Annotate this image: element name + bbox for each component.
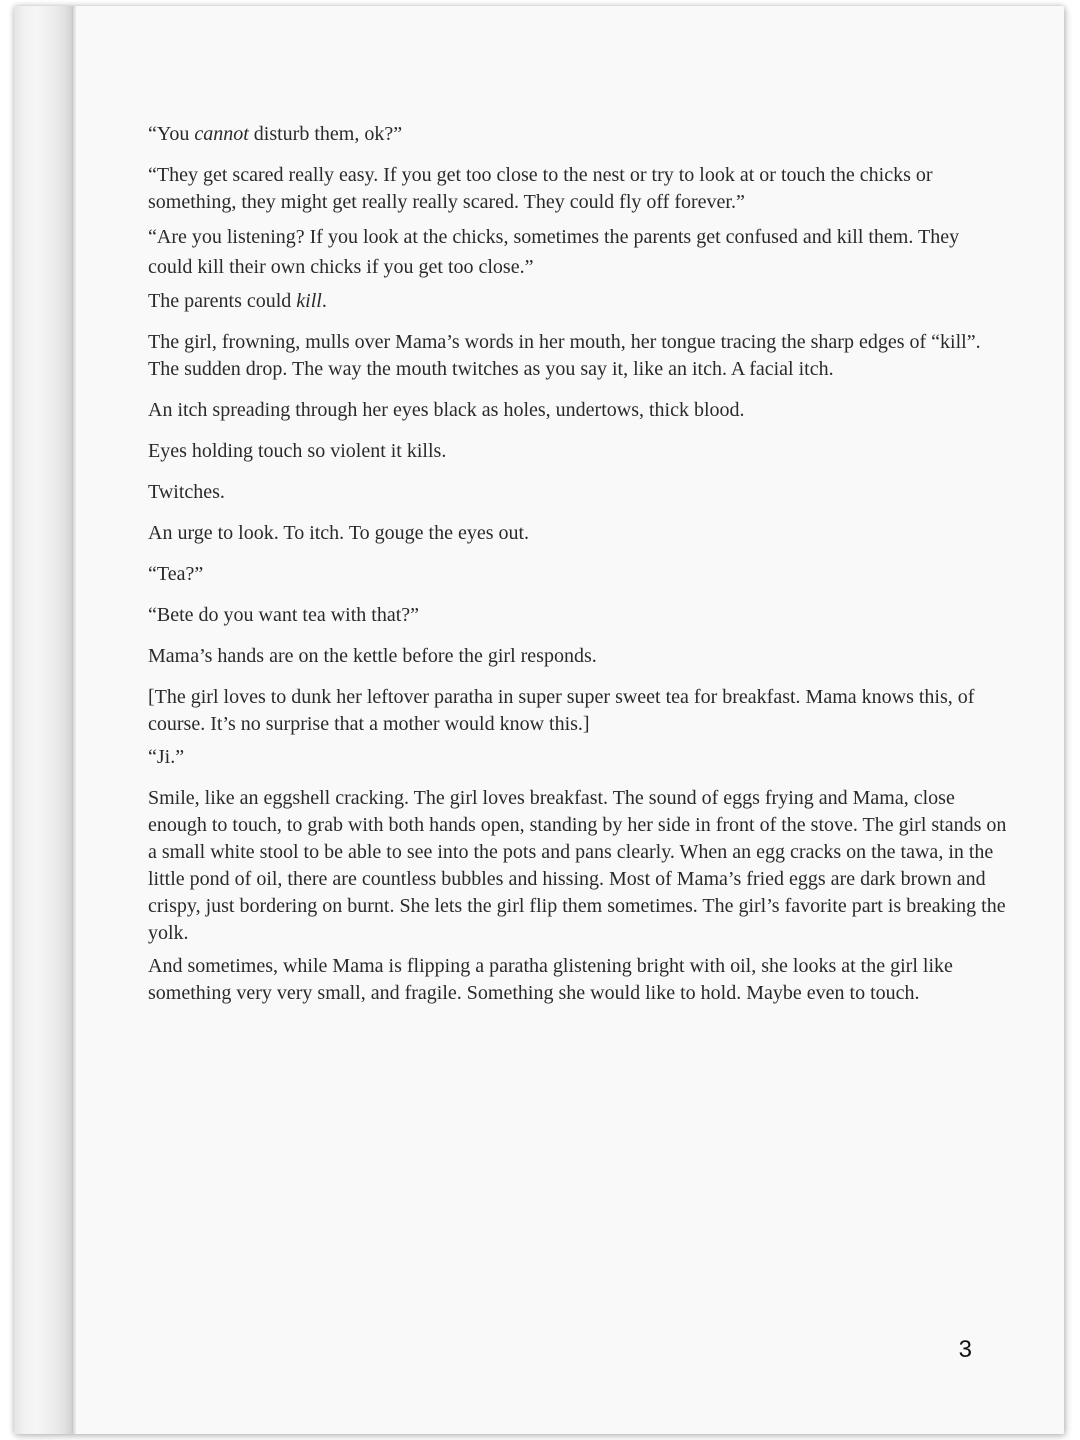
book-page: [14, 6, 1064, 1434]
paragraph-1: “You cannot disturb them, ok?”: [148, 123, 403, 145]
page-body: [148, 121, 1008, 1021]
paragraph-5: The girl, frowning, mulls over Mama’s words in her mouth, her tongue tracing the sharp edges of “kill”. The sudden drop. The way the mouth twitches as you say it, like an itch. A facial itch.: [148, 331, 981, 380]
paragraph-9: An urge to look. To itch. To gouge the eyes out.: [148, 522, 530, 544]
paragraph-14: “Ji.”: [148, 746, 185, 768]
paragraph-6: An itch spreading through her eyes black as holes, undertows, thick blood.: [148, 399, 745, 421]
paragraph-2: “They get scared really easy. If you get too close to the nest or try to look at or touch the chicks or something, they might get really really scared. They could fly off forever.”: [148, 164, 933, 213]
paragraph-11: “Bete do you want tea with that?”: [148, 604, 420, 626]
book-spine: [14, 6, 76, 1434]
spine-divider: [72, 6, 73, 1434]
paragraph-13: [The girl loves to dunk her leftover paratha in super super sweet tea for breakfast. Mama knows this, of course. It’s no surprise that a mother would know this.]: [148, 686, 975, 735]
paragraph-7: Eyes holding touch so violent it kills.: [148, 440, 447, 462]
paragraph-8: Twitches.: [148, 481, 225, 503]
paragraph-3: “Are you listening? If you look at the chicks, sometimes the parents get confused and kill them. They could kill their own chicks if you get too close.”: [148, 226, 960, 278]
paragraph-4: The parents could kill.: [148, 290, 327, 312]
page-number: 3: [958, 1336, 972, 1363]
paragraph-12: Mama’s hands are on the kettle before the girl responds.: [148, 645, 597, 667]
paragraph-10: “Tea?”: [148, 563, 204, 585]
paragraph-15: Smile, like an eggshell cracking. The girl loves breakfast. The sound of eggs frying and Mama, close enough to touch, to grab with both hands open, standing by her side in front of the stove. The girl stands on a small white stool to be able to see into the pots and pans clearly. When an egg cracks on the tawa, in the little pond of oil, there are countless bubbles and hissing. Most of Mama’s fried eggs are dark brown and crispy, just bordering on burnt. She lets the girl flip them sometimes. The girl’s favorite part is breaking the yolk.: [148, 787, 1007, 944]
paragraph-16: And sometimes, while Mama is flipping a paratha glistening bright with oil, she looks at the girl like something very very small, and fragile. Something she would like to hold. Maybe even to touch.: [148, 955, 953, 1004]
